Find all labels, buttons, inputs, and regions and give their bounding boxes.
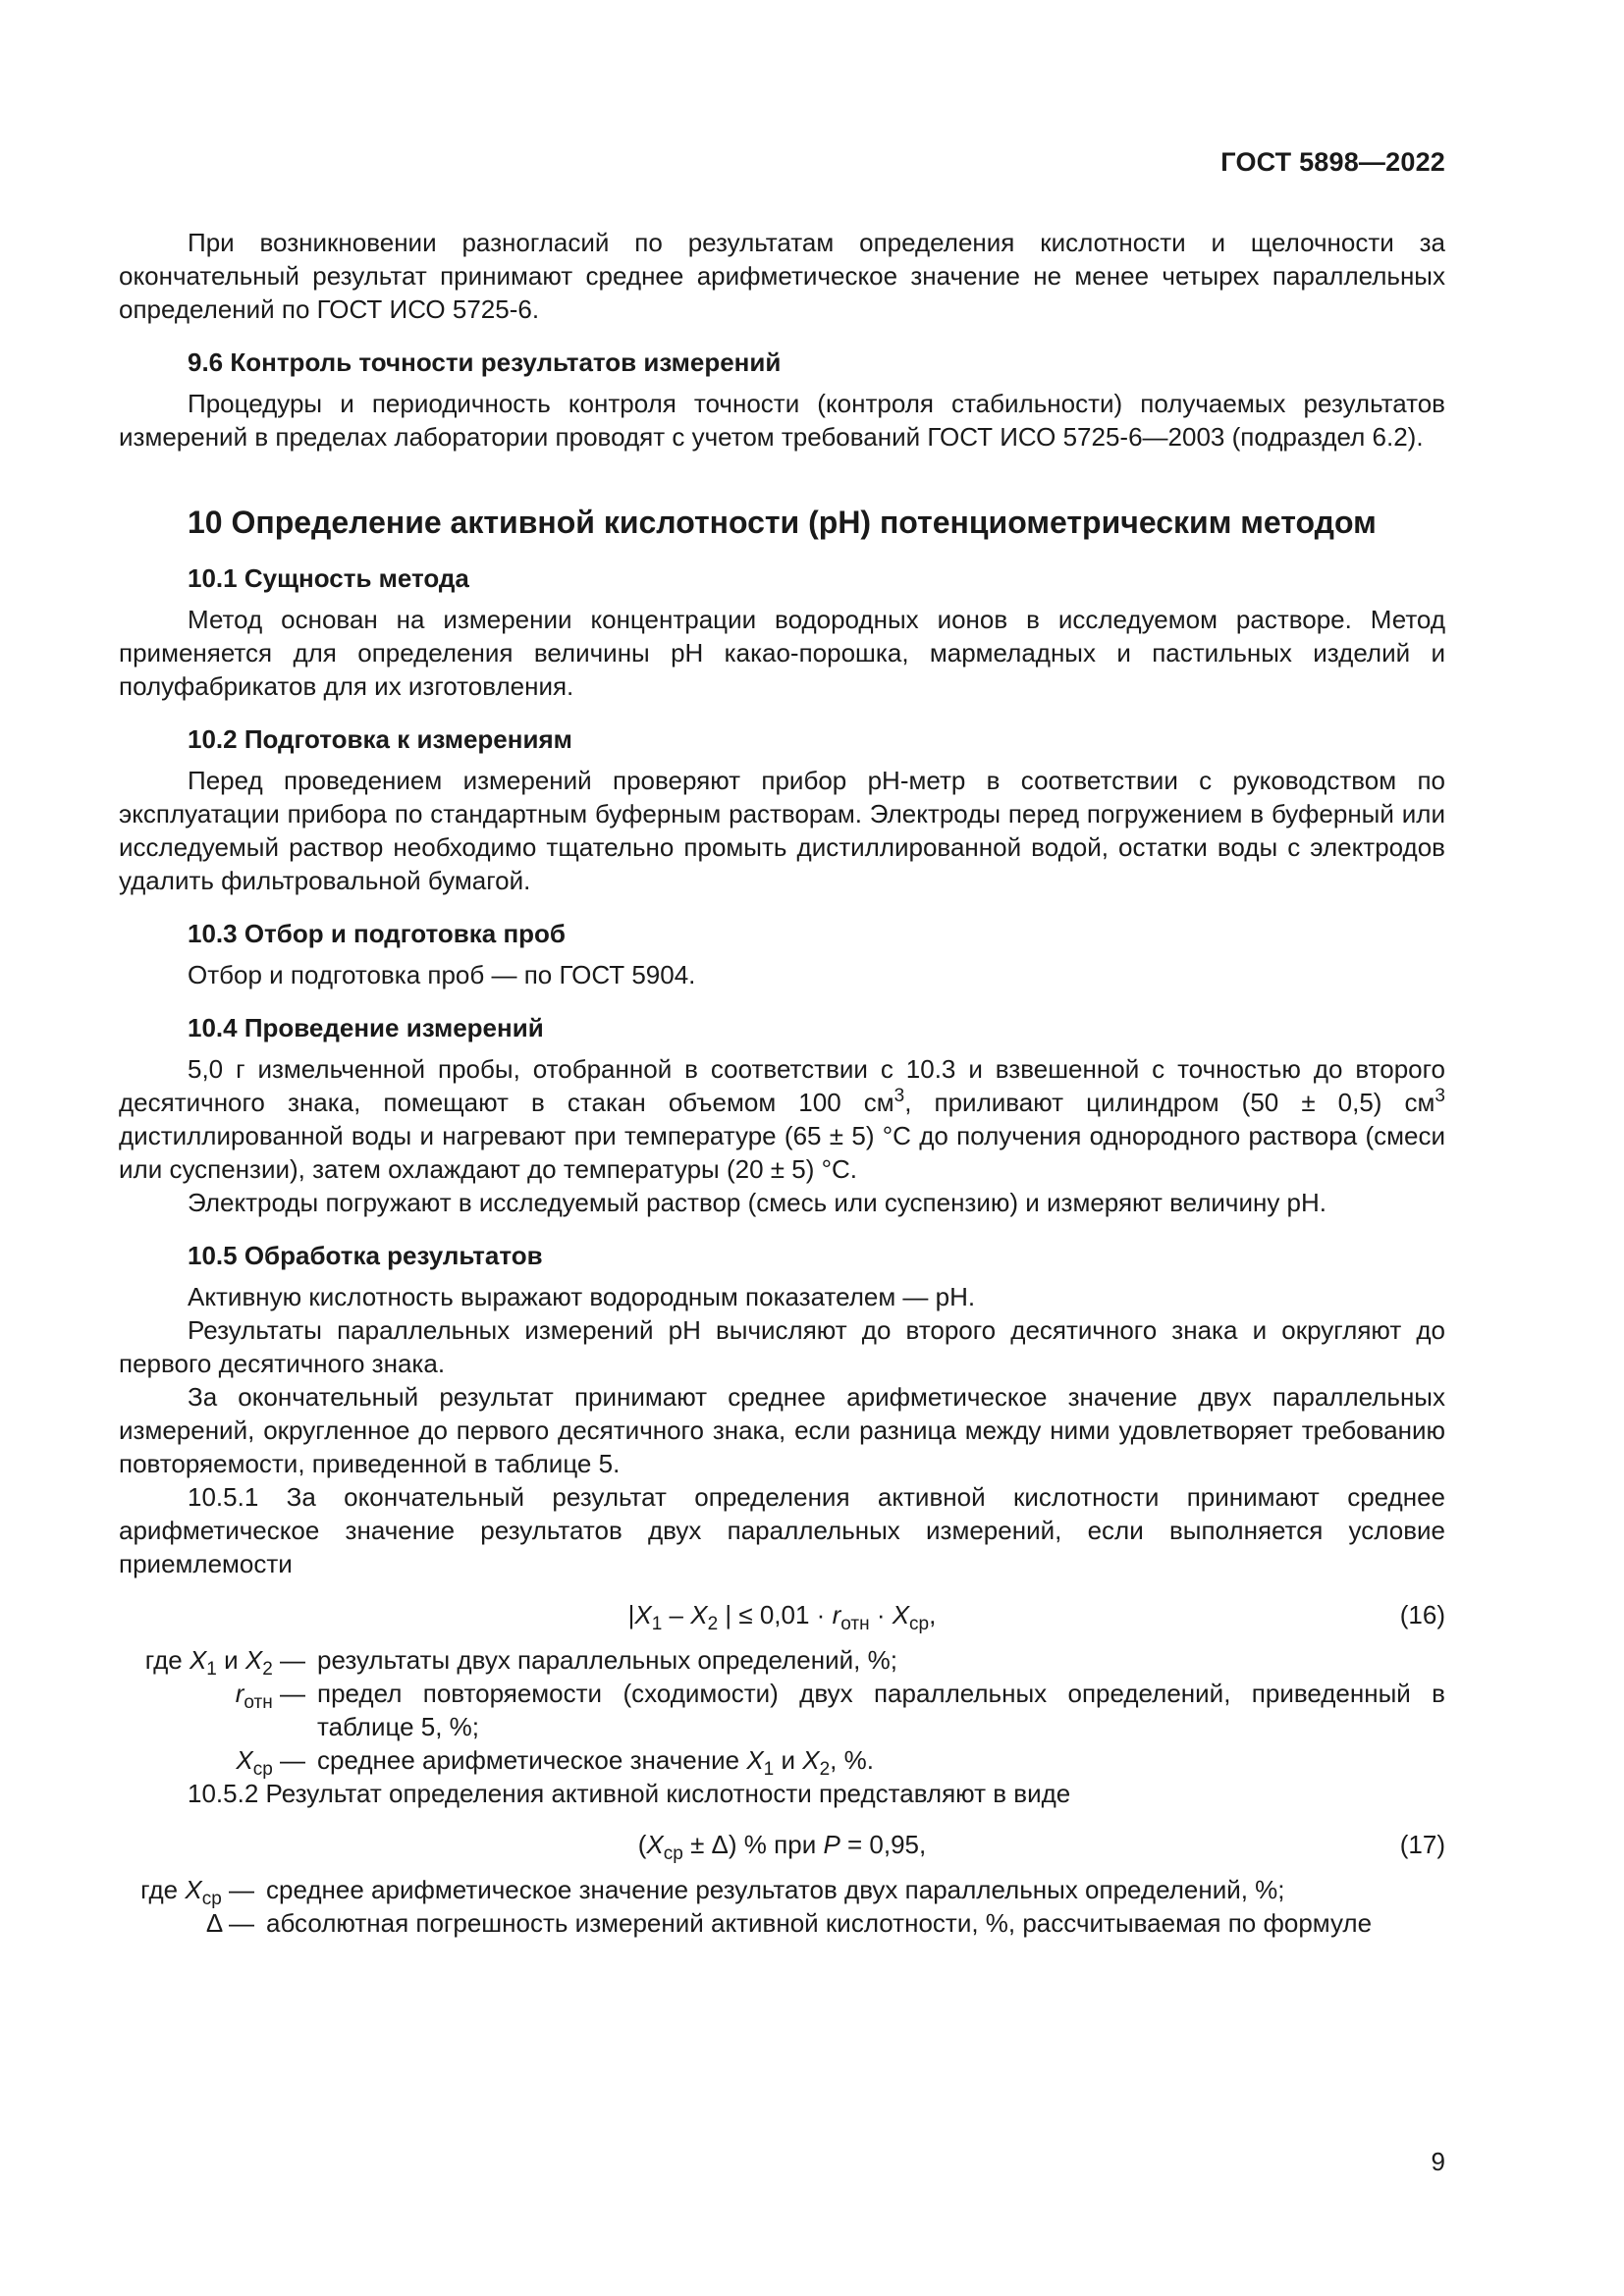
section-10-5-2-paragraph: 10.5.2 Результат определения активной кислотности представляют в виде bbox=[188, 1779, 1071, 1808]
section-9-6-text: Процедуры и периодичность контроля точности (контроля стабильности) получаемых результатов измерений в пределах лаборатории проводят с учетом требований ГОСТ ИСО 5725-6—2003 (подраздел 6.2). bbox=[119, 389, 1445, 452]
equation-17-legend bbox=[119, 1873, 1445, 1940]
legend-xsr-term: $X_{ср}$ — bbox=[236, 1745, 305, 1780]
section-10-3-text: Отбор и подготовка проб — по ГОСТ 5904. bbox=[188, 960, 696, 989]
section-10-1-text: Метод основан на измерении концентрации водородных ионов в исследуемом растворе. Метод применяется для определения величины рН какао-порошка, мармеладных и пастильных изделий и полуфабрикатов для их изготовления. bbox=[119, 605, 1445, 701]
legend-xsr-17-term: где $X_{ср}$ — bbox=[140, 1875, 254, 1909]
equation-16-number: (16) bbox=[1399, 1600, 1445, 1629]
section-10-5-title: 10.5 Обработка результатов bbox=[188, 1241, 543, 1270]
section-10-5-1-paragraph: 10.5.1 За окончательный результат определения активной кислотности принимают среднее арифметическое значение результатов двух параллельных измерений, если выполняется условие приемлемости bbox=[119, 1482, 1445, 1578]
equation-17 bbox=[119, 1828, 1445, 1864]
section-10-4-paragraph-2: Электроды погружают в исследуемый раствор (смесь или суспензию) и измеряют величину рН. bbox=[188, 1188, 1327, 1217]
legend-xsr-desc: среднее арифметическое значение $X_1$ и $X_2$, %. bbox=[317, 1745, 874, 1780]
legend-r-term: $r_{отн}$ — bbox=[235, 1679, 305, 1713]
equation-16-formula: $|X_1 - X_2$ | ≤ $0,01 \cdot r_{отн} \cdot X_{ср}$, bbox=[627, 1600, 937, 1634]
legend-x1-x2-term: где $X_1$ и $X_2$ — bbox=[144, 1645, 305, 1680]
section-10-3-title: 10.3 Отбор и подготовка проб bbox=[188, 919, 566, 948]
equation-17-formula: $(X_{ср} \pm \Delta)$ % при P = 0,95, bbox=[637, 1830, 927, 1864]
section-10-5-paragraph-1: Активную кислотность выражают водородным показателем — рН. bbox=[188, 1282, 976, 1311]
legend-r-desc: предел повторяемости (сходимости) двух параллельных определений, приведенный в таблице 5, %; bbox=[317, 1679, 1445, 1741]
intro-paragraph: При возникновении разногласий по результатам определения кислотности и щелочности за окончательный результат принимают среднее арифметическое значение не менее четырех параллельных определений по ГОСТ ИСО 5725-6. bbox=[119, 228, 1445, 324]
section-9-6-title: 9.6 Контроль точности результатов измерений bbox=[188, 347, 782, 377]
page-number: 9 bbox=[1431, 2147, 1445, 2176]
section-10-2-text: Перед проведением измерений проверяют прибор рН-метр в соответствии с руководством по эксплуатации прибора по стандартным буферным растворам. Электроды перед погружением в буферный или исследуемый раствор необходимо тщательно промыть дистиллированной водой, остатки воды с электродов удалить фильтровальной бумагой. bbox=[119, 766, 1445, 895]
equation-17-number: (17) bbox=[1399, 1830, 1445, 1859]
legend-delta-desc: абсолютная погрешность измерений активной кислотности, %, рассчитываемая по формуле bbox=[266, 1908, 1373, 1938]
standard-header: ГОСТ 5898—2022 bbox=[1220, 147, 1445, 177]
section-10-4-paragraph-1: 5,0 г измельченной пробы, отобранной в соответствии с 10.3 и взвешенной с точностью до второго десятичного знака, помещают в стакан объемом 100 $см^3$, приливают цилиндром (50 ± 0,5) $см^3$ дистиллированной воды и нагревают при температуре (65 ± 5) °С до получения однородного раствора (смеси или суспензии), затем охлаждают до температуры (20 ± 5) °С. bbox=[119, 1054, 1445, 1184]
legend-delta-term: Δ — bbox=[205, 1908, 254, 1938]
page-content bbox=[119, 226, 1445, 1940]
section-10-5-paragraph-2: Результаты параллельных измерений рН вычисляют до второго десятичного знака и округляют до первого десятичного знака. bbox=[119, 1315, 1445, 1378]
equation-16-legend bbox=[119, 1643, 1445, 1780]
equation-16 bbox=[119, 1598, 1445, 1634]
section-10-4-title: 10.4 Проведение измерений bbox=[188, 1013, 544, 1042]
section-10-1-title: 10.1 Сущность метода bbox=[188, 563, 469, 593]
legend-x1-x2-desc: результаты двух параллельных определений, %; bbox=[317, 1645, 897, 1675]
section-10-title: 10 Определение активной кислотности (рН) потенциометрическим методом bbox=[188, 505, 1377, 540]
section-10-2-title: 10.2 Подготовка к измерениям bbox=[188, 724, 572, 754]
section-10-5-paragraph-3: За окончательный результат принимают среднее арифметическое значение двух параллельных измерений, округленное до первого десятичного знака, если разница между ними удовлетворяет требованию повторяемости, приведенной в таблице 5. bbox=[119, 1382, 1445, 1478]
legend-xsr-17-desc: среднее арифметическое значение результатов двух параллельных определений, %; bbox=[266, 1875, 1285, 1904]
